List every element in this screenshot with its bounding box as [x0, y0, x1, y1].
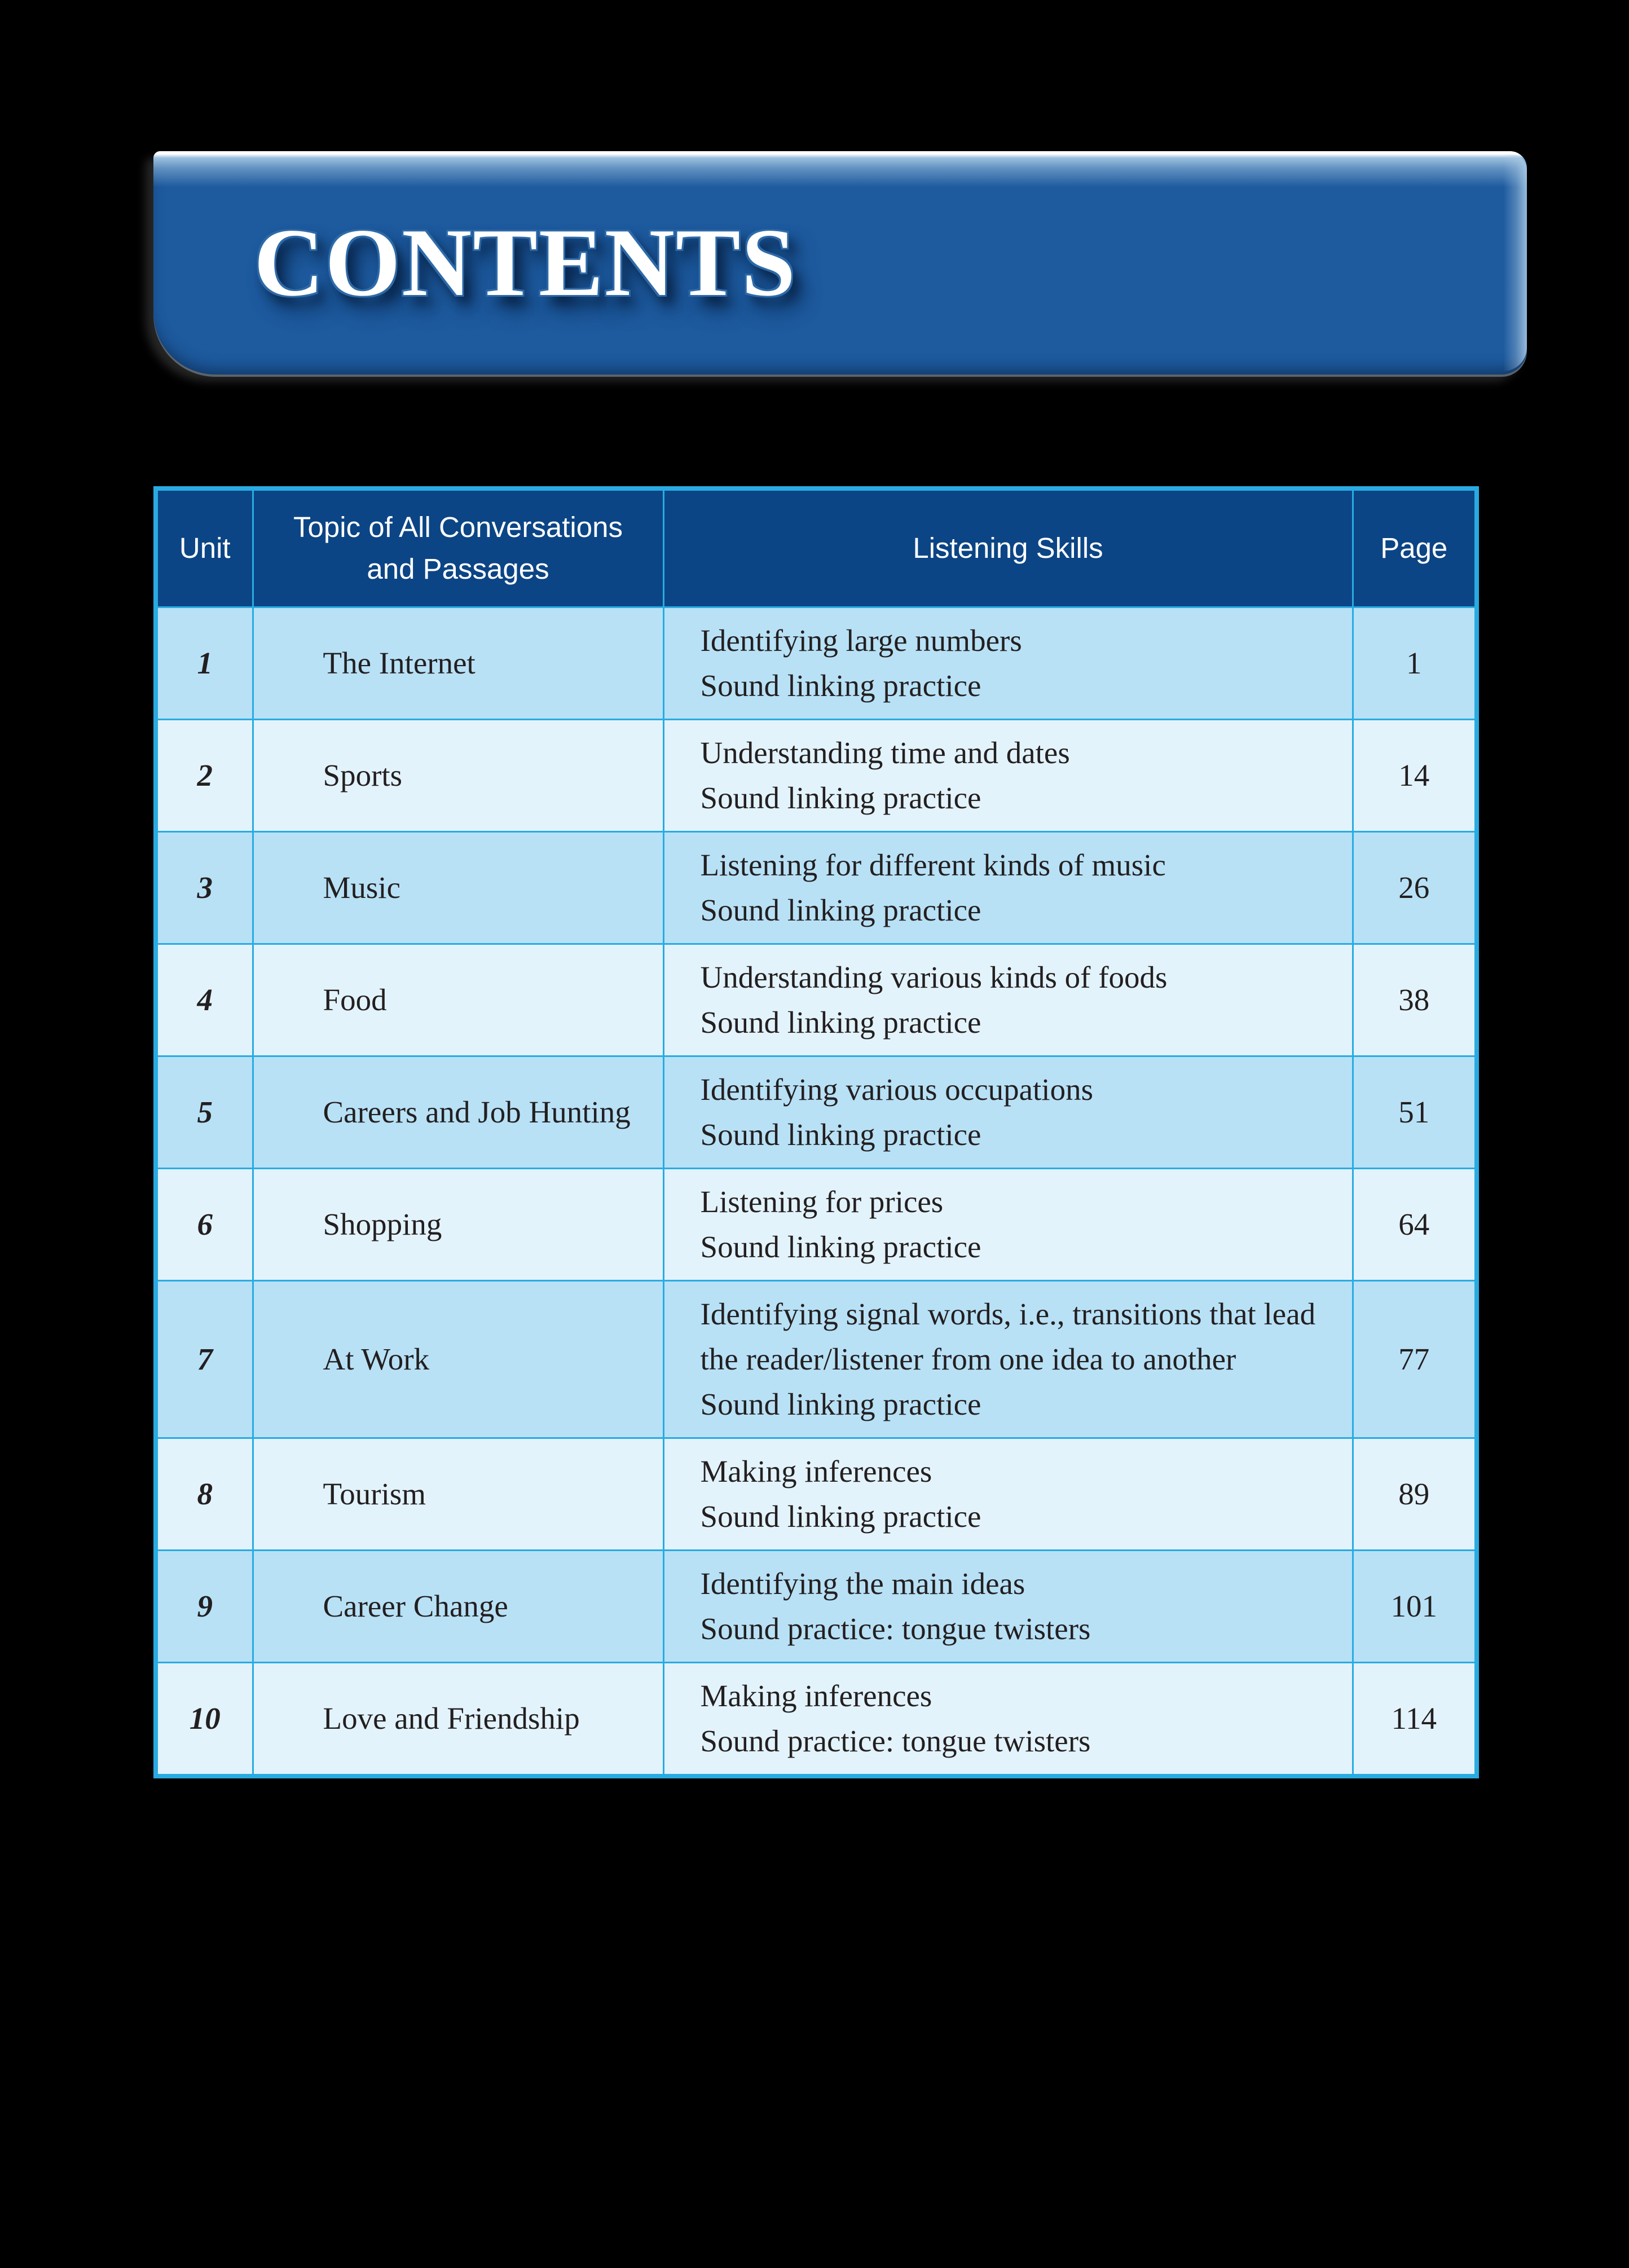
header-skills: Listening Skills	[663, 488, 1353, 607]
skill-line: Sound linking practice	[700, 1229, 981, 1264]
header-page: Page	[1353, 488, 1477, 607]
skill-line: Identifying various occupations	[700, 1072, 1093, 1107]
page-number: 101	[1353, 1550, 1477, 1662]
skills-cell	[663, 1550, 1353, 1662]
skills-cell	[663, 944, 1353, 1056]
page-number: 26	[1353, 831, 1477, 944]
skill-line: Sound linking practice	[700, 1005, 981, 1040]
page-title: CONTENTS	[254, 209, 797, 316]
table-row	[156, 944, 1477, 1056]
page-number: 14	[1353, 719, 1477, 831]
topic-cell: Careers and Job Hunting	[253, 1056, 663, 1168]
page-number: 89	[1353, 1438, 1477, 1550]
unit-number: 1	[156, 607, 253, 719]
skills-cell	[663, 1168, 1353, 1280]
page-number: 51	[1353, 1056, 1477, 1168]
page-number: 38	[1353, 944, 1477, 1056]
header-unit: Unit	[156, 488, 253, 607]
skills-cell	[663, 1056, 1353, 1168]
page-number: 114	[1353, 1662, 1477, 1776]
page-number: 77	[1353, 1280, 1477, 1438]
table-row	[156, 607, 1477, 719]
skill-line: Sound linking practice	[700, 892, 981, 927]
skill-line: Identifying signal words, i.e., transitions that lead the reader/listener from one idea to another	[700, 1296, 1316, 1376]
unit-number: 4	[156, 944, 253, 1056]
header-row	[156, 488, 1477, 607]
skill-line: Sound practice: tongue twisters	[700, 1611, 1091, 1646]
table-row	[156, 831, 1477, 944]
topic-cell: The Internet	[253, 607, 663, 719]
unit-number: 10	[156, 1662, 253, 1776]
skill-line: Identifying the main ideas	[700, 1566, 1025, 1601]
table-row	[156, 1280, 1477, 1438]
unit-number: 8	[156, 1438, 253, 1550]
skill-line: Understanding various kinds of foods	[700, 959, 1168, 994]
skill-line: Making inferences	[700, 1454, 932, 1488]
skill-line: Sound practice: tongue twisters	[700, 1723, 1091, 1758]
contents-banner	[153, 151, 1527, 375]
skills-cell	[663, 719, 1353, 831]
table-row	[156, 1056, 1477, 1168]
skill-line: Identifying large numbers	[700, 623, 1022, 658]
unit-number: 6	[156, 1168, 253, 1280]
topic-cell: Tourism	[253, 1438, 663, 1550]
topic-cell: Sports	[253, 719, 663, 831]
page-number: 1	[1353, 607, 1477, 719]
table-header	[156, 488, 1477, 607]
topic-cell: Career Change	[253, 1550, 663, 1662]
topic-cell: At Work	[253, 1280, 663, 1438]
header-topic-line2: and Passages	[367, 553, 549, 585]
table-row	[156, 1550, 1477, 1662]
unit-number: 2	[156, 719, 253, 831]
skill-line: Sound linking practice	[700, 1499, 981, 1534]
topic-cell: Food	[253, 944, 663, 1056]
skills-cell	[663, 1280, 1353, 1438]
skill-line: Sound linking practice	[700, 1117, 981, 1152]
header-topic	[253, 488, 663, 607]
unit-number: 3	[156, 831, 253, 944]
unit-number: 5	[156, 1056, 253, 1168]
skill-line: Sound linking practice	[700, 668, 981, 703]
unit-number: 7	[156, 1280, 253, 1438]
skill-line: Listening for prices	[700, 1184, 944, 1219]
skills-cell	[663, 1662, 1353, 1776]
topic-cell: Love and Friendship	[253, 1662, 663, 1776]
table-row	[156, 1438, 1477, 1550]
skill-line: Sound linking practice	[700, 1386, 981, 1421]
table-row	[156, 1168, 1477, 1280]
page-number: 64	[1353, 1168, 1477, 1280]
skill-line: Understanding time and dates	[700, 735, 1070, 770]
topic-cell: Shopping	[253, 1168, 663, 1280]
table-row	[156, 1662, 1477, 1776]
topic-cell: Music	[253, 831, 663, 944]
table-body	[156, 607, 1477, 1776]
contents-table	[153, 486, 1479, 1778]
skills-cell	[663, 1438, 1353, 1550]
skill-line: Sound linking practice	[700, 780, 981, 815]
skill-line: Listening for different kinds of music	[700, 847, 1166, 882]
unit-number: 9	[156, 1550, 253, 1662]
skills-cell	[663, 831, 1353, 944]
skill-line: Making inferences	[700, 1678, 932, 1713]
header-topic-line1: Topic of All Conversations	[293, 511, 623, 544]
skills-cell	[663, 607, 1353, 719]
table-row	[156, 719, 1477, 831]
